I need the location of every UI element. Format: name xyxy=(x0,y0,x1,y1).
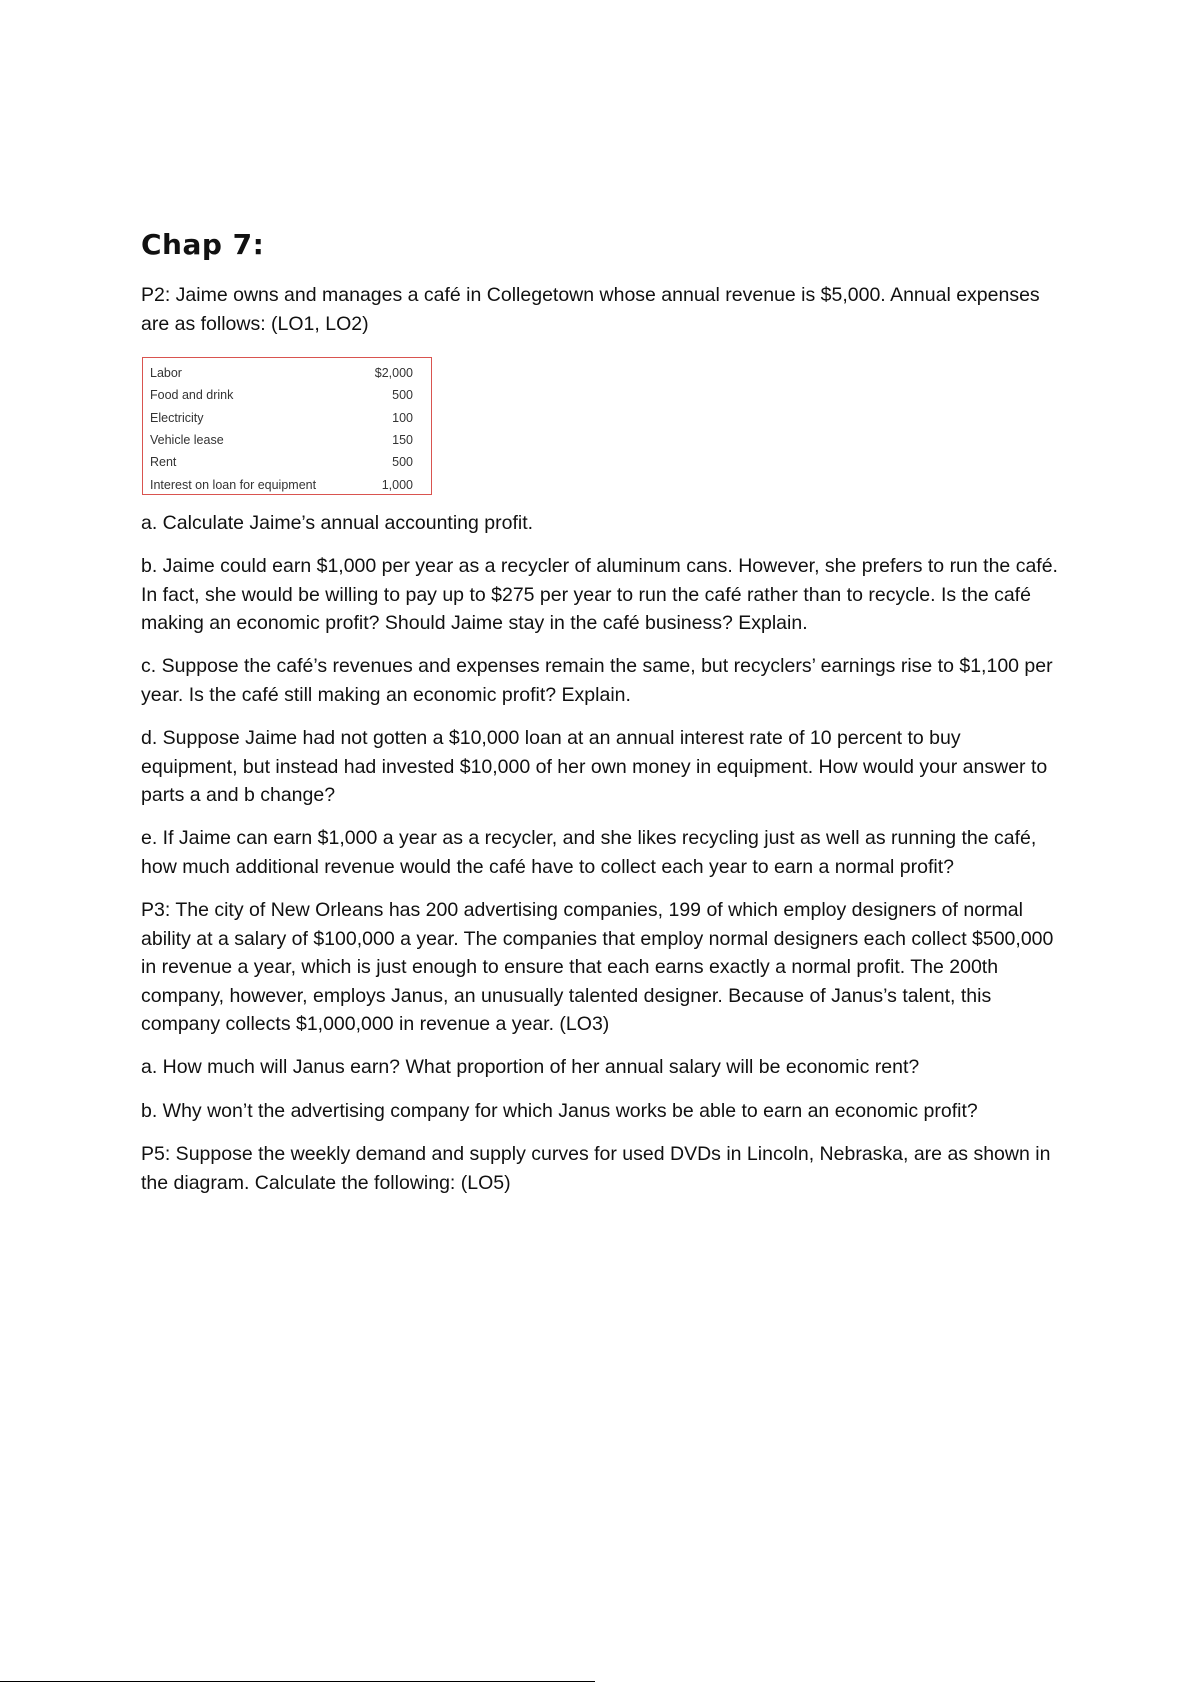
footer-divider xyxy=(0,1681,595,1682)
expense-amount: 500 xyxy=(392,388,413,403)
expense-row xyxy=(150,384,413,406)
expense-label: Vehicle lease xyxy=(150,433,224,448)
expense-amount: 500 xyxy=(392,455,413,470)
expense-amount: 1,000 xyxy=(381,477,413,492)
expense-label: Rent xyxy=(150,455,177,470)
expense-label: Interest on loan for equipment xyxy=(150,477,317,492)
expense-amount: $2,000 xyxy=(374,366,413,381)
expense-amount: 150 xyxy=(392,433,413,448)
expense-label: Food and drink xyxy=(150,388,234,403)
expense-row xyxy=(150,362,413,384)
p5-intro: P5: Suppose the weekly demand and supply curves for used DVDs in Lincoln, Nebraska, are as shown in the diagram. Calculate the following: (LO5) xyxy=(141,1143,1051,1194)
p3-question-a: a. How much will Janus earn? What proportion of her annual salary will be economic rent? xyxy=(141,1056,920,1078)
expense-table xyxy=(142,357,432,495)
expense-row xyxy=(150,407,413,429)
expense-row xyxy=(150,451,413,473)
p2-question-a: a. Calculate Jaime’s annual accounting profit. xyxy=(141,512,534,534)
p2-question-d: d. Suppose Jaime had not gotten a $10,000 loan at an annual interest rate of 10 percent to buy equipment, but instead had invested $10,000 of her own money in equipment. How would your answer to parts a and b change? xyxy=(141,727,1048,806)
expense-amount: 100 xyxy=(392,410,413,425)
p2-intro: P2: Jaime owns and manages a café in Collegetown whose annual revenue is $5,000. Annual expenses are as follows: (LO1, LO2) xyxy=(141,284,1040,335)
p2-question-b: b. Jaime could earn $1,000 per year as a recycler of aluminum cans. However, she prefers to run the café. In fact, she would be willing to pay up to $275 per year to run the café rather than to recycle. Is the café making an economic profit? Should Jaime stay in the café business? Explain. xyxy=(141,555,1058,634)
p2-question-c: c. Suppose the café’s revenues and expenses remain the same, but recyclers’ earnings rise to $1,100 per year. Is the café still making an economic profit? Explain. xyxy=(141,655,1053,706)
chapter-heading: Chap 7: xyxy=(141,228,265,261)
expense-row xyxy=(150,473,413,495)
expense-label: Electricity xyxy=(150,410,204,425)
expense-label: Labor xyxy=(150,366,182,381)
expense-row xyxy=(150,429,413,451)
p2-question-e: e. If Jaime can earn $1,000 a year as a recycler, and she likes recycling just as well as running the café, how much additional revenue would the café have to collect each year to earn a normal profit? xyxy=(141,827,1037,878)
p3-question-b: b. Why won’t the advertising company for which Janus works be able to earn an economic profit? xyxy=(141,1100,978,1122)
p3-intro: P3: The city of New Orleans has 200 advertising companies, 199 of which employ designers of normal ability at a salary of $100,000 a year. The companies that employ normal designers each collect $500,000 in revenue a year, which is just enough to ensure that each earns exactly a normal profit. The 200th company, however, employs Janus, an unusually talented designer. Because of Janus’s talent, this company collects $1,000,000 in revenue a year. (LO3) xyxy=(141,899,1054,1035)
